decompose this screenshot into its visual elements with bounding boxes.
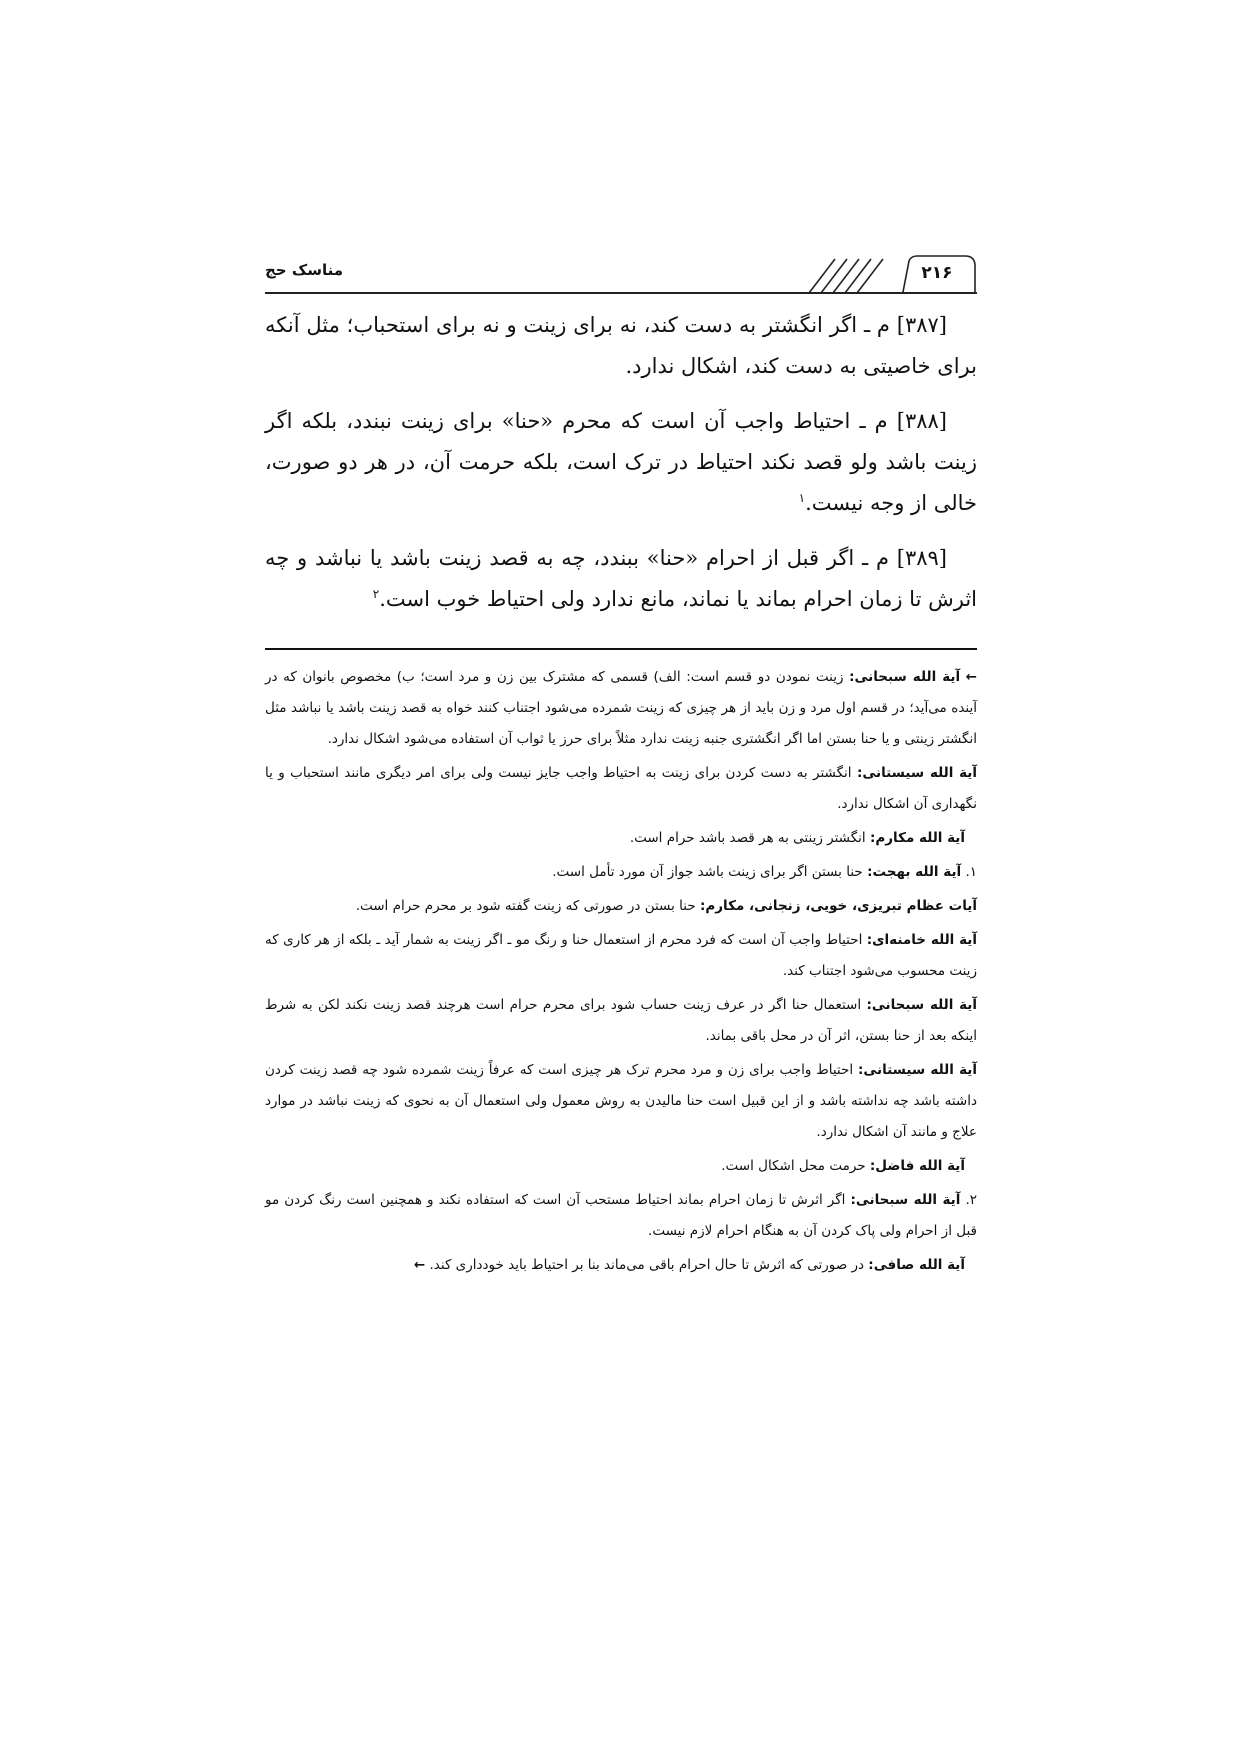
footnote-item (265, 891, 977, 922)
main-text (265, 305, 977, 634)
footnote-text: حرمت محل اشکال است. (721, 1158, 866, 1174)
footnote-text: احتیاط واجب برای زن و مرد محرم ترک هر چیزی است که عرفاً زینت شمرده شود چه قصد زینت کردن داشته باشد چه نداشته باشد و از این قبیل است حنا مالیدن به روش معمول ولی استعمال آن به نحوی که زینت نباشد در موارد علاج و مانند آن اشکال ندارد. (265, 1062, 977, 1140)
footnote-text: انگشتر زینتی به هر قصد باشد حرام است. (629, 830, 866, 846)
page-number: ۲۱۶ (921, 263, 953, 283)
footnote-author: آیة الله خامنه‌ای: (866, 932, 978, 948)
continuation-arrow-icon: ← (965, 669, 977, 685)
footnote-text: حنا بستن اگر برای زینت باشد جواز آن مورد تأمل است. (552, 864, 863, 880)
footnote-separator (265, 648, 977, 650)
footnote-item (265, 1250, 977, 1281)
continuation-arrow-icon: ← (413, 1257, 426, 1273)
footnote-item (265, 823, 977, 854)
footnote-author: آیة الله بهجت: (867, 864, 962, 880)
footnote-author: آیة الله سیستانی: (856, 765, 977, 781)
footnote-item (265, 990, 977, 1052)
footnote-mark-2[interactable]: ۲ (372, 587, 380, 601)
footnote-author: آیة الله صافی: (868, 1257, 965, 1273)
footnotes (265, 662, 977, 1284)
footnote-text: در صورتی که اثرش تا حال احرام باقی می‌ماند بنا بر احتیاط باید خودداری کند. (429, 1257, 864, 1273)
ruling-387: [۳۸۷] م ـ اگر انگشتر به دست کند، نه برای زینت و نه برای استحباب؛ مثل آنکه برای خاصیتی به دست کند، اشکال ندارد. (265, 313, 977, 378)
ruling-389: [۳۸۹] م ـ اگر قبل از احرام «حنا» ببندد، چه به قصد زینت باشد یا نباشد و چه اثرش تا زمان احرام بماند یا نماند، مانع ندارد ولی احتیاط خوب است.$^۲$ (265, 546, 977, 611)
footnote-item (265, 1185, 977, 1247)
footnote-author: آیة الله سبحانی: (866, 997, 978, 1013)
footnote-item (265, 857, 977, 888)
footnote-text: انگشتر به دست کردن برای زینت به احتیاط واجب جایز نیست ولی برای امر دیگری مانند استحباب و یا نگهداری آن اشکال ندارد. (265, 765, 977, 812)
footnote-text: اگر اثرش تا زمان احرام بماند احتیاط مستحب آن است که استفاده نکند و همچنین است رنگ کردن مو قبل از احرام ولی پاک کردن آن به هنگام احرام لازم نیست. (265, 1192, 977, 1239)
footnote-author: آیة الله مکارم: (869, 830, 965, 846)
footnote-item (265, 758, 977, 820)
footnote-text: زینت نمودن دو قسم است: الف) قسمی که مشترک بین زن و مرد است؛ ب) مخصوص بانوان که در آینده می‌آید؛ در قسم اول مرد و زن باید از هر چیزی که زینت شمرده می‌شود اجتناب کنند خواه به قصد زینت باشد یا نباشد مثل انگشتر زینتی و یا حنا بستن اما اگر انگشتری جنبه زینت ندارد مثلاً برای حرز یا ثواب آن استفاده می‌شود اشکال ندارد. (265, 669, 977, 747)
footnote-item (265, 1151, 977, 1182)
footnote-author: آیة الله فاضل: (869, 1158, 965, 1174)
page-number-tab (895, 255, 977, 293)
header-hatch-ornament (805, 257, 885, 293)
page-header (265, 255, 977, 295)
footnote-number: ۱. (965, 864, 977, 880)
footnote-author: آیة الله سبحانی: (849, 669, 961, 685)
book-title: مناسک حج (265, 261, 343, 279)
ruling-388: [۳۸۸] م ـ احتیاط واجب آن است که محرم «حنا» برای زینت نبندد، بلکه اگر زینت باشد ولو قصد نکند احتیاط در ترک است، بلکه حرمت آن، در هر دو صورت، خالی از وجه نیست.$^۱$ (265, 409, 977, 515)
footnote-mark-1[interactable]: ۱ (798, 491, 806, 505)
footnote-author: آیة الله سبحانی: (850, 1192, 961, 1208)
footnote-text: احتیاط واجب آن است که فرد محرم از استعمال حنا و رنگ مو ـ اگر زینت به شمار آید ـ بلکه از هر کاری که زینت محسوب می‌شود اجتناب کند. (265, 932, 977, 979)
footnote-item (265, 925, 977, 987)
footnote-number: ۲. (965, 1192, 978, 1208)
footnote-text: استعمال حنا اگر در عرف زینت حساب شود برای محرم حرام است هرچند قصد زینت نکند لکن به شرط اینکه بعد از حنا بستن، اثر آن در محل باقی بماند. (265, 997, 977, 1044)
footnote-text: حنا بستن در صورتی که زینت گفته شود بر محرم حرام است. (355, 898, 696, 914)
footnote-author: آیة الله سیستانی: (857, 1062, 977, 1078)
footnote-item (265, 1055, 977, 1148)
footnote-author: آیات عظام تبریزی، خویی، زنجانی، مکارم: (699, 898, 977, 914)
footnote-item (265, 662, 977, 755)
